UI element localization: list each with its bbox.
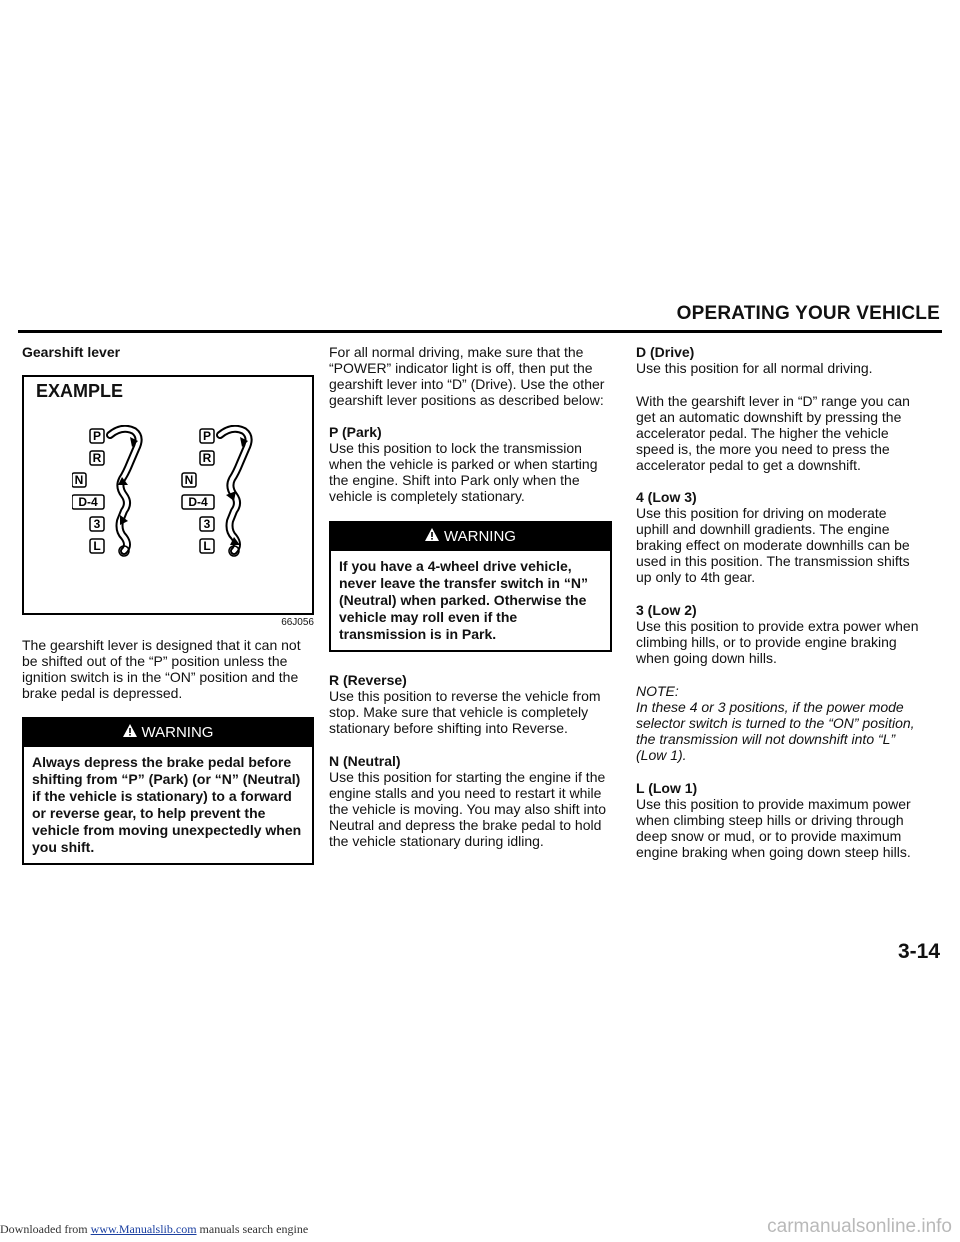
reverse-text: Use this position to reverse the vehicle from stop. Make sure that vehicle is completely stationary before shifting into Reverse. bbox=[329, 688, 601, 736]
gearshift-diagram bbox=[72, 425, 292, 575]
column-left bbox=[22, 344, 314, 885]
warning-triangle-icon bbox=[123, 724, 137, 742]
gear-label-n-2: N bbox=[184, 473, 194, 487]
warning-header bbox=[24, 719, 312, 747]
warning-header bbox=[331, 523, 610, 551]
gear-label-d4-2: D-4 bbox=[188, 495, 208, 509]
low1-text: Use this position to provide maximum power when climbing steep hills or driving through deep snow or mud, or to provide maximum engine braking when going down steep hills. bbox=[636, 796, 911, 860]
low3-heading: 4 (Low 3) bbox=[636, 489, 697, 505]
column-right bbox=[636, 344, 919, 877]
low2-text: Use this position to provide extra power when climbing hills, or to provide engine braking when going down hills. bbox=[636, 618, 919, 666]
gear-label-l-2: L bbox=[203, 539, 211, 553]
neutral-text: Use this position for starting the engine if the engine stalls and you need to restart it while the vehicle is moving. You may also shift into Neutral and depress the brake pedal to hold the vehicle stationary during idling. bbox=[329, 769, 607, 849]
warning-title: WARNING bbox=[141, 724, 214, 741]
driving-intro: For all normal driving, make sure that the “POWER” indicator light is off, then put the gearshift lever into “D” (Drive). Use the other gearshift lever positions as described below: bbox=[329, 344, 605, 408]
page-number: 3-14 bbox=[897, 940, 940, 963]
note-label: NOTE: bbox=[636, 683, 679, 699]
example-figure bbox=[22, 375, 314, 615]
drive-text: Use this position for all normal driving. bbox=[636, 360, 873, 376]
warning-triangle-icon bbox=[425, 528, 439, 546]
park-heading: P (Park) bbox=[329, 424, 382, 440]
gear-label-r: R bbox=[92, 451, 102, 465]
column-middle bbox=[329, 344, 612, 866]
low2-heading: 3 (Low 2) bbox=[636, 602, 697, 618]
shift-pattern-left bbox=[72, 429, 139, 556]
footer-download-note bbox=[0, 1222, 308, 1237]
gear-label-p-2: P bbox=[202, 429, 212, 443]
warning-body: If you have a 4-wheel drive vehicle, never leave the transfer switch in “N” (Neutral) when parked. Otherwise the vehicle may roll even if the transmission is in Park. bbox=[339, 558, 588, 642]
gear-label-d4: D-4 bbox=[78, 495, 98, 509]
reverse-heading: R (Reverse) bbox=[329, 672, 407, 688]
footer-manualslib-link[interactable]: www.Manualslib.com bbox=[90, 1222, 197, 1236]
gear-label-n: N bbox=[74, 473, 84, 487]
warning-title: WARNING bbox=[444, 528, 516, 545]
park-text: Use this position to lock the transmission when the vehicle is parked or when starting the engine. Shift into Park only when the vehicle is completely stationary. bbox=[329, 440, 598, 504]
gear-label-p: P bbox=[92, 429, 102, 443]
warning-box-brake bbox=[22, 717, 314, 865]
page-header-title: OPERATING YOUR VEHICLE bbox=[676, 303, 940, 324]
gearshift-description: The gearshift lever is designed that it can not be shifted out of the “P” position unless the ignition switch is in the “ON” position and the brake pedal is depressed. bbox=[22, 637, 301, 701]
footer-watermark: carmanualsonline.info bbox=[767, 1216, 952, 1237]
low3-text: Use this position for driving on moderate uphill and downhill gradients. The engine braking effect on moderate downhills can be used in this position. The transmission shifts up only to 4th gear. bbox=[636, 505, 910, 585]
drive-downshift-text: With the gearshift lever in “D” range you can get an automatic downshift by pressing the accelerator pedal. The higher the vehicle speed is, the more you need to press the accelerator pedal to get a downshift. bbox=[636, 393, 910, 473]
header-rule bbox=[18, 330, 942, 333]
drive-heading: D (Drive) bbox=[636, 344, 695, 360]
low1-heading: L (Low 1) bbox=[636, 780, 698, 796]
note-text: In these 4 or 3 positions, if the power mode selector switch is turned to the “ON” position, the transmission will not downshift into “L” (Low 1). bbox=[636, 699, 915, 763]
gear-label-l: L bbox=[93, 539, 101, 553]
gear-label-3: 3 bbox=[93, 517, 101, 531]
gear-label-r-2: R bbox=[202, 451, 212, 465]
footer-prefix: Downloaded from bbox=[0, 1222, 91, 1236]
shift-pattern-right bbox=[182, 429, 249, 556]
warning-body: Always depress the brake pedal before shifting from “P” (Park) (or “N” (Neutral) if the vehicle is stationary) to a forward or reverse gear, to help prevent the vehicle from moving unexpectedly when you shift. bbox=[32, 754, 302, 855]
neutral-heading: N (Neutral) bbox=[329, 753, 401, 769]
example-label: EXAMPLE bbox=[36, 381, 124, 401]
warning-box-4wd bbox=[329, 521, 612, 652]
gearshift-heading: Gearshift lever bbox=[22, 344, 121, 360]
gear-label-3-2: 3 bbox=[203, 517, 211, 531]
figure-code: 66J056 bbox=[281, 617, 314, 628]
footer-suffix: manuals search engine bbox=[196, 1222, 309, 1236]
